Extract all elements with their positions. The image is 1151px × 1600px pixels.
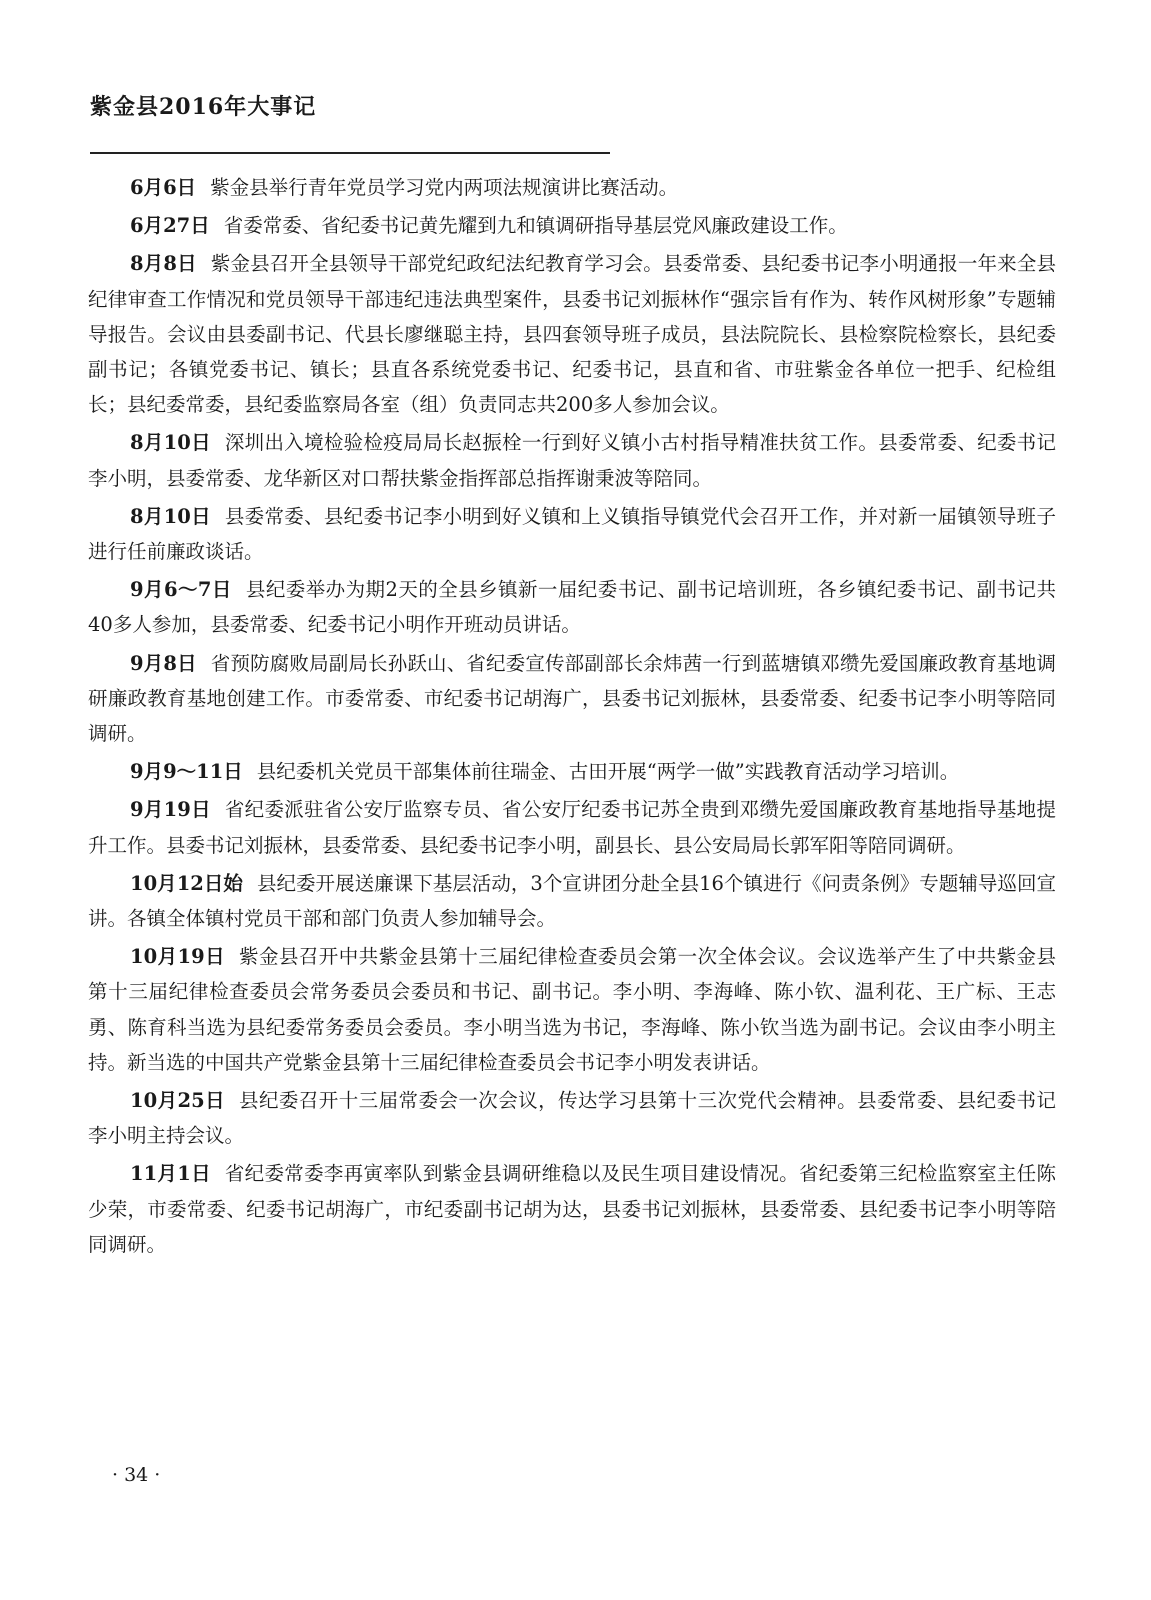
entry-date: 9月19日 bbox=[130, 798, 211, 822]
entry-date: 9月8日 bbox=[130, 651, 197, 675]
event-entry bbox=[88, 1156, 1056, 1262]
entry-text: 县纪委召开十三届常委会一次会议，传达学习县第十三次党代会精神。县委常委、县纪委书记李小明主持会议。 bbox=[88, 1089, 1056, 1148]
event-entry bbox=[88, 499, 1056, 569]
entry-text: 省纪委派驻省公安厅监察专员、省公安厅纪委书记苏全贵到邓缵先爱国廉政教育基地指导基地提升工作。县委书记刘振林，县委常委、县纪委书记李小明，副县长、县公安局局长郭军阳等陪同调研。 bbox=[88, 798, 1056, 857]
entry-text: 县委常委、县纪委书记李小明到好义镇和上义镇指导镇党代会召开工作，并对新一届镇领导班子进行任前廉政谈话。 bbox=[88, 504, 1056, 564]
entry-date: 8月8日 bbox=[130, 252, 197, 276]
event-entry bbox=[88, 170, 1056, 205]
entries-list bbox=[88, 170, 1056, 1265]
entry-text: 省预防腐败局副局长孙跃山、省纪委宣传部副部长余炜茜一行到蓝塘镇邓缵先爱国廉政教育基地调研廉政教育基地创建工作。市委常委、市纪委书记胡海广，县委书记刘振林，县委常委、纪委书记李小明等陪同调研。 bbox=[88, 651, 1056, 746]
entry-date: 9月9～11日 bbox=[130, 760, 243, 784]
entry-date: 8月10日 bbox=[130, 431, 211, 455]
page-title: 紫金县2016年大事记 bbox=[90, 94, 317, 120]
entry-date: 11月1日 bbox=[130, 1162, 211, 1186]
event-entry bbox=[88, 246, 1056, 422]
entry-text: 县纪委机关党员干部集体前往瑞金、古田开展“两学一做”实践教育活动学习培训。 bbox=[256, 760, 960, 784]
entry-text: 省委常委、省纪委书记黄先耀到九和镇调研指导基层党风廉政建设工作。 bbox=[223, 214, 848, 238]
entry-date: 10月25日 bbox=[130, 1089, 226, 1113]
entry-date: 6月6日 bbox=[130, 176, 197, 199]
entry-text: 省纪委常委李再寅率队到紫金县调研维稳以及民生项目建设情况。省纪委第三纪检监察室主任陈少荣，市委常委、纪委书记胡海广，市纪委副书记胡为达，县委书记刘振林，县委常委、县纪委书记李小明等陪同调研。 bbox=[88, 1162, 1056, 1256]
entry-date: 10月12日始 bbox=[130, 871, 243, 895]
event-entry bbox=[88, 425, 1056, 495]
event-entry bbox=[88, 866, 1056, 936]
entry-text: 县纪委举办为期2天的全县乡镇新一届纪委书记、副书记培训班，各乡镇纪委书记、副书记共40多人参加，县委常委、纪委书记小明作开班动员讲话。 bbox=[88, 578, 1056, 637]
event-entry bbox=[88, 792, 1056, 862]
entry-text: 紫金县召开全县领导干部党纪政纪法纪教育学习会。县委常委、县纪委书记李小明通报一年来全县纪律审查工作情况和党员领导干部违纪违法典型案件，县委书记刘振林作“强宗旨有作为、转作风树形象”专题辅导报告。会议由县委副书记、代县长廖继聪主持，县四套领导班子成员，县法院院长、县检察院检察长，县纪委副书记；各镇党委书记、镇长；县直各系统党委书记、纪委书记，县直和省、市驻紫金各单位一把手、纪检组长；县纪委常委，县纪委监察局各室（组）负责同志共200多人参加会议。 bbox=[88, 252, 1056, 417]
event-entry bbox=[88, 572, 1056, 642]
entry-text: 深圳出入境检验检疫局局长赵振栓一行到好义镇小古村指导精准扶贫工作。县委常委、纪委书记李小明，县委常委、龙华新区对口帮扶紫金指挥部总指挥谢秉波等陪同。 bbox=[88, 431, 1056, 490]
event-entry bbox=[88, 754, 1056, 789]
entry-text: 紫金县召开中共紫金县第十三届纪律检查委员会第一次全体会议。会议选举产生了中共紫金县第十三届纪律检查委员会常务委员会委员和书记、副书记。李小明、李海峰、陈小钦、温利花、王广标、王志勇、陈育科当选为县纪委常务委员会委员。李小明当选为书记，李海峰、陈小钦当选为副书记。会议由李小明主持。新当选的中国共产党紫金县第十三届纪律检查委员会书记李小明发表讲话。 bbox=[88, 945, 1056, 1074]
header-rule bbox=[90, 152, 610, 154]
entry-date: 8月10日 bbox=[130, 504, 211, 528]
event-entry bbox=[88, 646, 1056, 752]
event-entry bbox=[88, 208, 1056, 243]
entry-date: 10月19日 bbox=[130, 945, 226, 969]
entry-date: 6月27日 bbox=[130, 214, 210, 238]
event-entry bbox=[88, 1083, 1056, 1153]
event-entry bbox=[88, 939, 1056, 1080]
entry-text: 县纪委开展送廉课下基层活动，3个宣讲团分赴全县16个镇进行《问责条例》专题辅导巡回宣讲。各镇全体镇村党员干部和部门负责人参加辅导会。 bbox=[88, 871, 1056, 931]
page-header bbox=[90, 92, 620, 154]
entry-date: 9月6～7日 bbox=[130, 578, 232, 602]
entry-text: 紫金县举行青年党员学习党内两项法规演讲比赛活动。 bbox=[210, 176, 679, 199]
page-number: · 34 · bbox=[112, 1464, 161, 1486]
